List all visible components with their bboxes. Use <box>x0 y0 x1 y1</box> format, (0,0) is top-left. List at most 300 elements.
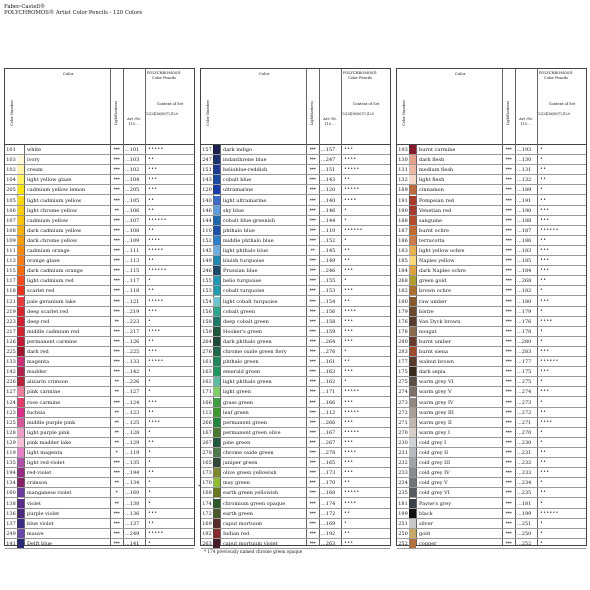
lightfastness-rating: *** <box>309 379 316 386</box>
lightfastness-rating: *** <box>309 298 316 305</box>
table-row <box>5 155 194 165</box>
color-number: 165 <box>202 460 212 467</box>
table-row <box>201 266 390 276</box>
lightfastness-rating: ** <box>310 248 315 254</box>
color-name: copper <box>419 540 437 547</box>
set-content-dots: •• <box>148 520 155 526</box>
set-content-dots: • <box>540 338 544 344</box>
color-swatch <box>409 327 416 336</box>
set-content-dots: ••• <box>344 318 354 324</box>
lightfastness-rating: *** <box>113 399 120 406</box>
color-number: 138 <box>6 500 16 507</box>
lightfastness-rating: *** <box>113 460 120 467</box>
lightfastness-rating: *** <box>309 510 316 517</box>
lightfastness-rating: *** <box>309 399 316 406</box>
color-number: 124 <box>6 399 16 406</box>
color-number: 166 <box>202 399 212 406</box>
lightfastness-rating: *** <box>309 308 316 315</box>
set-content-dots: ••• <box>344 540 354 546</box>
table-row <box>201 175 390 185</box>
color-name: medium flesh <box>419 167 454 174</box>
article-number: ...109 <box>125 237 140 244</box>
color-name: Indian red <box>223 530 250 537</box>
article-number: ...138 <box>125 500 140 507</box>
set-content-dots: •• <box>344 258 351 264</box>
color-swatch <box>17 367 24 376</box>
lightfastness-rating: *** <box>505 470 512 477</box>
color-name: cobalt blue-greenish <box>223 217 275 224</box>
color-name: helioblue-reddish <box>223 167 268 174</box>
set-sizes: 12|24|36|60|72|120 <box>146 112 178 116</box>
color-number: 117 <box>6 278 16 285</box>
article-number: ...135 <box>125 460 140 467</box>
color-swatch <box>17 347 24 356</box>
table-row <box>5 519 194 529</box>
table-row <box>201 256 390 266</box>
color-number: 167 <box>202 429 212 436</box>
color-swatch <box>17 206 24 215</box>
color-swatch <box>17 398 24 407</box>
lightfastness-rating: *** <box>505 429 512 436</box>
article-number: ...128 <box>125 429 140 436</box>
lightfastness-rating: *** <box>309 157 316 164</box>
table-row <box>5 236 194 246</box>
table-row <box>5 317 194 327</box>
table-row <box>201 165 390 175</box>
article-number: ...179 <box>517 308 532 315</box>
color-number: 135 <box>6 460 16 467</box>
color-swatch <box>409 226 416 235</box>
article-number: ...193 <box>517 147 532 153</box>
lightfastness-header: Lightfastness <box>310 100 314 126</box>
table-row <box>397 428 586 438</box>
color-number: 235 <box>398 490 408 497</box>
color-header: Color <box>259 71 270 76</box>
color-number: 185 <box>398 258 408 265</box>
color-swatch <box>17 468 24 477</box>
color-name: middle phthalo blue <box>223 237 274 244</box>
table-row <box>397 297 586 307</box>
color-swatch <box>409 317 416 326</box>
color-number: 146 <box>202 207 212 214</box>
color-name: dark phthalo green <box>223 338 272 345</box>
lightfastness-rating: ** <box>114 379 119 386</box>
article-number: ...266 <box>321 419 336 426</box>
table-row <box>201 276 390 286</box>
set-content-dots: •• <box>344 480 351 486</box>
table-row <box>201 357 390 367</box>
color-swatch <box>17 145 24 154</box>
article-number: ...152 <box>321 237 336 244</box>
lightfastness-rating: *** <box>113 237 120 244</box>
color-name: Naples yellow <box>419 258 455 265</box>
color-name: magenta <box>27 359 50 366</box>
color-number: 189 <box>398 187 408 194</box>
set-content-dots: •••• <box>148 328 161 334</box>
set-content-dots: ••• <box>344 288 354 294</box>
lightfastness-rating: *** <box>309 470 316 477</box>
color-number: 267 <box>202 439 212 446</box>
color-swatch <box>17 155 24 164</box>
art-nr-header: Art.-Nr. <box>323 117 337 121</box>
color-name: dark indigo <box>223 147 253 153</box>
color-number: 186 <box>398 237 408 244</box>
color-number: 174 <box>202 500 212 507</box>
color-swatch <box>213 196 220 205</box>
table-row <box>5 398 194 408</box>
lightfastness-rating: *** <box>309 429 316 436</box>
lightfastness-rating: ** <box>114 429 119 436</box>
color-swatch <box>17 428 24 437</box>
article-number: ...134 <box>125 480 140 487</box>
set-content-dots: • <box>148 480 152 486</box>
table-row <box>5 428 194 438</box>
table-row <box>5 499 194 509</box>
color-number: 130 <box>398 157 408 164</box>
table-row <box>5 367 194 377</box>
color-table-3 <box>396 68 587 546</box>
lightfastness-rating: *** <box>309 520 316 527</box>
color-swatch <box>409 266 416 275</box>
content-of-set-header: Content of Set <box>156 102 184 106</box>
color-number: 252 <box>398 540 408 547</box>
color-number: 171 <box>202 389 212 396</box>
art-nr-range: 110 ... <box>128 122 140 126</box>
table-row <box>5 468 194 478</box>
set-content-dots: ••• <box>344 328 354 334</box>
set-content-dots: • <box>540 157 544 163</box>
color-name: cadmium yellow lemon <box>27 187 86 194</box>
color-name: warm grey II <box>419 419 452 426</box>
color-number: 103 <box>6 157 16 164</box>
lightfastness-rating: *** <box>309 338 316 345</box>
table-row <box>5 216 194 226</box>
lightfastness-rating: *** <box>505 349 512 355</box>
color-name: light yellow glaze <box>27 177 72 184</box>
color-number: 225 <box>6 349 16 355</box>
set-content-dots: ••••• <box>148 248 164 253</box>
color-number: 142 <box>6 369 16 376</box>
table-row <box>397 145 586 155</box>
color-swatch <box>409 236 416 245</box>
color-swatch <box>213 387 220 396</box>
set-content-dots: •••• <box>148 237 161 243</box>
color-swatch <box>213 418 220 427</box>
color-name: bistre <box>419 308 434 315</box>
lightfastness-rating: *** <box>309 318 316 325</box>
lightfastness-rating: *** <box>505 288 512 295</box>
color-swatch <box>17 226 24 235</box>
color-swatch <box>213 206 220 215</box>
table-row <box>5 509 194 519</box>
color-name: cadmium yellow <box>27 217 69 224</box>
set-content-dots: ••••• <box>344 429 360 435</box>
lightfastness-rating: *** <box>113 288 120 295</box>
color-number: 137 <box>6 520 16 527</box>
article-number: ...131 <box>517 167 532 174</box>
table-row <box>5 145 194 155</box>
table-row <box>397 408 586 418</box>
color-number: 154 <box>202 298 212 305</box>
set-content-dots: ••• <box>148 187 158 193</box>
table-row <box>5 529 194 539</box>
lightfastness-header: Lightfastness <box>114 100 118 126</box>
article-number: ...111 <box>125 248 140 254</box>
article-number: ...234 <box>517 480 532 487</box>
lightfastness-rating: *** <box>505 379 512 386</box>
set-content-dots: •••••• <box>540 227 559 233</box>
article-number: ...140 <box>321 197 336 204</box>
set-content-dots: • <box>540 439 544 445</box>
lightfastness-rating: *** <box>505 399 512 406</box>
article-number: ...187 <box>517 227 532 234</box>
color-number: 270 <box>398 429 408 436</box>
article-number: ...124 <box>125 399 140 406</box>
lightfastness-rating: *** <box>309 349 316 355</box>
table-row <box>5 256 194 266</box>
color-number: 108 <box>6 227 16 234</box>
lightfastness-rating: *** <box>113 147 120 153</box>
color-number: 274 <box>398 389 408 396</box>
table-row <box>397 175 586 185</box>
article-number: ...132 <box>517 177 532 184</box>
color-name: silver <box>419 520 433 527</box>
color-number: 169 <box>202 520 212 527</box>
color-swatch <box>213 185 220 194</box>
lightfastness-rating: *** <box>505 227 512 234</box>
lightfastness-rating: *** <box>113 177 120 184</box>
table-row <box>397 529 586 539</box>
color-swatch <box>213 377 220 386</box>
color-swatch <box>17 478 24 487</box>
color-name: madder <box>27 369 47 376</box>
color-name: light green <box>223 389 251 396</box>
lightfastness-rating: *** <box>113 308 120 315</box>
table-row <box>5 418 194 428</box>
color-name: terracotta <box>419 237 445 244</box>
lightfastness-rating: *** <box>113 248 120 254</box>
table-row <box>5 165 194 175</box>
color-swatch <box>17 216 24 225</box>
color-swatch <box>17 256 24 265</box>
article-number: ...178 <box>517 328 532 335</box>
color-swatch <box>17 418 24 427</box>
set-content-dots: •••• <box>148 419 161 425</box>
color-number: 234 <box>398 480 408 487</box>
color-number: 283 <box>398 349 408 355</box>
color-number: 149 <box>202 258 212 265</box>
color-number: 161 <box>202 359 212 366</box>
set-content-dots: • <box>344 217 348 223</box>
table-body <box>201 145 390 545</box>
article-number: ...162 <box>321 379 336 386</box>
table-row <box>397 519 586 529</box>
article-number: ...126 <box>125 338 140 345</box>
color-swatch <box>213 317 220 326</box>
color-swatch <box>213 367 220 376</box>
color-number: 273 <box>398 399 408 406</box>
color-name: brown ochre <box>419 288 452 295</box>
color-name: ivory <box>27 157 40 164</box>
lightfastness-rating: *** <box>309 490 316 497</box>
set-content-dots: •• <box>148 197 155 203</box>
color-number: 275 <box>398 379 408 386</box>
set-content-dots: ••• <box>540 470 550 476</box>
color-number: 263 <box>202 540 212 547</box>
set-content-dots: •••• <box>344 197 357 203</box>
color-name: juniper green <box>223 460 258 467</box>
color-swatch <box>17 377 24 386</box>
color-name: phthalo green <box>223 359 259 366</box>
table-row <box>5 276 194 286</box>
color-swatch <box>17 387 24 396</box>
color-name: cadmium orange <box>27 248 70 254</box>
article-number: ...175 <box>517 369 532 376</box>
color-number: 111 <box>6 248 16 254</box>
article-number: ...278 <box>321 450 336 456</box>
color-number: 105 <box>6 197 16 204</box>
lightfastness-rating: *** <box>505 359 512 366</box>
lightfastness-rating: *** <box>309 288 316 295</box>
table-row <box>5 387 194 397</box>
color-swatch <box>409 337 416 346</box>
lightfastness-rating: *** <box>113 369 120 376</box>
article-number: ...130 <box>517 157 532 164</box>
color-name: red-violet <box>27 470 52 477</box>
color-name: emerald green <box>223 369 261 376</box>
lightfastness-rating: *** <box>309 258 316 265</box>
content-of-set-header: Content of Set <box>548 102 576 106</box>
lightfastness-rating: *** <box>113 328 120 335</box>
article-number: ...185 <box>517 258 532 265</box>
lightfastness-rating: *** <box>505 278 512 285</box>
article-number: ...205 <box>125 187 140 194</box>
article-number: ...149 <box>321 258 336 265</box>
content-of-set-header: Content of Set <box>352 102 380 106</box>
color-swatch <box>17 185 24 194</box>
set-content-dots: •••••• <box>148 268 167 274</box>
article-number: ...120 <box>321 187 336 194</box>
lightfastness-rating: *** <box>309 369 316 376</box>
article-number: ...144 <box>321 217 336 224</box>
set-content-dots: • <box>148 369 152 375</box>
color-number: 231 <box>398 450 408 456</box>
color-name: cobalt green <box>223 308 255 315</box>
color-swatch <box>409 509 416 518</box>
polychromos-header: POLYCHROMOS® <box>538 71 574 75</box>
color-name: light phthalo green <box>223 379 272 386</box>
lightfastness-rating: *** <box>505 490 512 497</box>
color-number: 226 <box>6 379 16 386</box>
color-name: olive green yellowish <box>223 470 277 477</box>
color-name: dark flesh <box>419 157 445 164</box>
color-name: light flesh <box>419 177 445 184</box>
set-content-dots: •• <box>344 359 351 365</box>
set-content-dots: • <box>540 520 544 526</box>
color-swatch <box>409 286 416 295</box>
color-name: burnt siena <box>419 349 448 355</box>
lightfastness-rating: *** <box>505 520 512 527</box>
color-number-header: Color Number <box>206 99 210 127</box>
color-swatch <box>17 307 24 316</box>
lightfastness-rating: *** <box>113 217 120 224</box>
color-number: 140 <box>202 197 212 204</box>
table-body <box>397 145 586 545</box>
set-content-dots: ••••• <box>148 147 164 152</box>
table-row <box>397 327 586 337</box>
article-number: ...167 <box>321 429 336 436</box>
color-name: chrome oxide green fiery <box>223 349 287 355</box>
set-content-dots: •• <box>540 167 547 173</box>
article-number: ...219 <box>125 308 140 315</box>
color-number: 143 <box>202 177 212 184</box>
article-number: ...105 <box>125 197 140 204</box>
set-content-dots: •• <box>148 227 155 233</box>
color-number: 181 <box>398 500 408 507</box>
color-name: cold grey II <box>419 450 449 456</box>
color-swatch <box>409 357 416 366</box>
color-number: 155 <box>202 278 212 285</box>
color-swatch <box>213 428 220 437</box>
color-header: Color <box>63 71 74 76</box>
article-number: ...113 <box>125 258 140 265</box>
set-content-dots: • <box>344 520 348 526</box>
set-content-dots: •• <box>540 278 547 284</box>
article-number: ...155 <box>321 278 336 285</box>
article-number: ...142 <box>125 369 140 376</box>
table-row <box>397 448 586 458</box>
table-row <box>5 458 194 468</box>
set-content-dots: •• <box>540 177 547 183</box>
set-content-dots: •••• <box>344 500 357 506</box>
color-swatch <box>213 256 220 265</box>
color-swatch <box>213 529 220 538</box>
color-number: 136 <box>6 510 16 517</box>
table-row <box>201 398 390 408</box>
color-name: bluish turquoise <box>223 258 265 265</box>
table-row <box>201 286 390 296</box>
lightfastness-rating: *** <box>505 248 512 254</box>
color-swatch <box>409 196 416 205</box>
article-number: ...176 <box>517 318 532 325</box>
article-number: ...194 <box>125 470 140 477</box>
table-row <box>397 236 586 246</box>
art-nr-range: 110 ... <box>324 122 336 126</box>
color-number: 144 <box>202 217 212 224</box>
color-name: permanent green <box>223 419 267 426</box>
set-content-dots: •• <box>540 409 547 415</box>
color-name: light cadmium yellow <box>27 197 82 204</box>
lightfastness-rating: *** <box>309 460 316 467</box>
set-content-dots: ••• <box>344 419 354 425</box>
set-content-dots: ••• <box>540 217 550 223</box>
table-row <box>397 468 586 478</box>
article-number: ...133 <box>125 359 140 366</box>
color-name: light magenta <box>27 450 63 456</box>
article-number: ...232 <box>517 460 532 467</box>
article-number: ...246 <box>321 268 336 275</box>
table-row <box>201 458 390 468</box>
lightfastness-rating: ** <box>114 419 119 426</box>
set-content-dots: ••• <box>540 389 550 395</box>
color-swatch <box>409 297 416 306</box>
lightfastness-rating: *** <box>505 338 512 345</box>
table-row <box>201 377 390 387</box>
set-content-dots: ••• <box>148 167 158 173</box>
table-header <box>201 69 390 145</box>
color-name: cobalt blue <box>223 177 252 184</box>
color-swatch <box>409 206 416 215</box>
